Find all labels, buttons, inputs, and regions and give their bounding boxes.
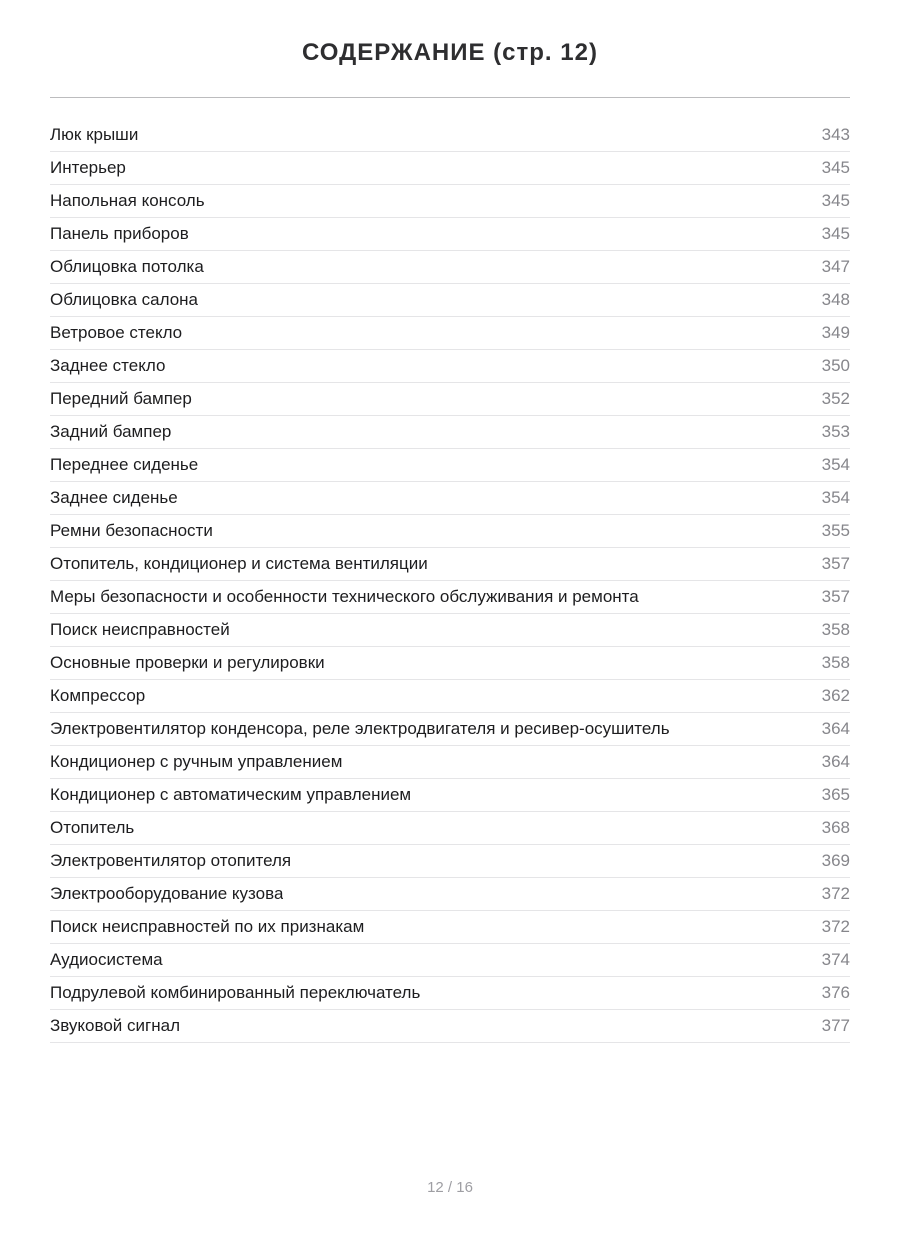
- toc-row: [50, 482, 850, 515]
- toc-entry-page-number: 352: [821, 389, 850, 408]
- toc-row: [50, 218, 850, 251]
- toc-entry-page-number: 374: [821, 950, 850, 969]
- toc-entry-title: Меры безопасности и особенности технического обслуживания и ремонта: [50, 587, 639, 606]
- toc-row: [50, 152, 850, 185]
- toc-entry-title: Поиск неисправностей по их признакам: [50, 917, 365, 936]
- toc-entry-title: Отопитель: [50, 818, 135, 837]
- toc-entry-page-number: 364: [821, 719, 850, 738]
- toc-entry-page-number: 358: [821, 653, 850, 672]
- toc-entry-page-number: 357: [821, 587, 850, 606]
- toc-row: [50, 185, 850, 218]
- toc-row: [50, 779, 850, 812]
- toc-row: [50, 515, 850, 548]
- toc-entry-title: Электровентилятор конденсора, реле электродвигателя и ресивер-осушитель: [50, 719, 670, 738]
- toc-entry-title: Электровентилятор отопителя: [50, 851, 292, 870]
- toc-entry-page-number: 349: [821, 323, 850, 342]
- toc-row: [50, 581, 850, 614]
- toc-entry-page-number: 372: [821, 917, 850, 936]
- toc-entry-page-number: 347: [821, 257, 850, 276]
- toc-row: [50, 647, 850, 680]
- toc-row: [50, 416, 850, 449]
- toc-entry-page-number: 357: [821, 554, 850, 573]
- toc-row: [50, 944, 850, 977]
- toc-row: [50, 911, 850, 944]
- toc-entry-page-number: 377: [821, 1016, 850, 1035]
- toc-row: [50, 284, 850, 317]
- toc-entry-title: Ветровое стекло: [50, 323, 183, 342]
- toc-entry-page-number: 353: [821, 422, 850, 441]
- toc-entry-page-number: 348: [821, 290, 850, 309]
- toc-row: [50, 812, 850, 845]
- toc-entry-title: Кондиционер с ручным управлением: [50, 752, 343, 771]
- toc-entry-page-number: 364: [821, 752, 850, 771]
- toc-entry-page-number: 354: [821, 455, 850, 474]
- toc-entry-title: Панель приборов: [50, 224, 189, 243]
- toc-entry-page-number: 345: [821, 158, 850, 177]
- toc-entry-title: Электрооборудование кузова: [50, 884, 284, 903]
- page-indicator: 12 / 16: [427, 1179, 473, 1196]
- toc-entry-title: Кондиционер с автоматическим управлением: [50, 785, 412, 804]
- toc-row: [50, 383, 850, 416]
- toc-entry-page-number: 350: [821, 356, 850, 375]
- toc-entry-title: Люк крыши: [50, 125, 139, 144]
- toc-entry-title: Передний бампер: [50, 389, 192, 408]
- toc-row: [50, 713, 850, 746]
- toc-row: [50, 680, 850, 713]
- toc-row: [50, 878, 850, 911]
- toc-entry-title: Заднее стекло: [50, 356, 166, 375]
- toc-list: [50, 119, 850, 1043]
- toc-entry-page-number: 343: [821, 125, 850, 144]
- toc-entry-page-number: 365: [821, 785, 850, 804]
- toc-entry-page-number: 368: [821, 818, 850, 837]
- toc-entry-page-number: 354: [821, 488, 850, 507]
- toc-entry-page-number: 369: [821, 851, 850, 870]
- toc-entry-page-number: 376: [821, 983, 850, 1002]
- toc-entry-page-number: 362: [821, 686, 850, 705]
- toc-entry-title: Звуковой сигнал: [50, 1016, 180, 1035]
- toc-entry-title: Поиск неисправностей: [50, 620, 230, 639]
- page-title: СОДЕРЖАНИЕ (стр. 12): [302, 39, 598, 66]
- toc-entry-title: Интерьер: [50, 158, 126, 177]
- toc-entry-title: Основные проверки и регулировки: [50, 653, 325, 672]
- toc-row: [50, 449, 850, 482]
- toc-row: [50, 350, 850, 383]
- toc-entry-page-number: 345: [821, 224, 850, 243]
- toc-row: [50, 1010, 850, 1043]
- toc-entry-title: Заднее сиденье: [50, 488, 178, 507]
- toc-entry-page-number: 372: [821, 884, 850, 903]
- toc-entry-title: Переднее сиденье: [50, 455, 199, 474]
- toc-row: [50, 845, 850, 878]
- toc-row: [50, 317, 850, 350]
- toc-entry-title: Отопитель, кондиционер и система вентиляции: [50, 554, 428, 573]
- toc-row: [50, 251, 850, 284]
- toc-row: [50, 119, 850, 152]
- toc-row: [50, 746, 850, 779]
- toc-row: [50, 614, 850, 647]
- toc-entry-title: Компрессор: [50, 686, 146, 705]
- toc-entry-title: Подрулевой комбинированный переключатель: [50, 983, 421, 1002]
- toc-entry-title: Аудиосистема: [50, 950, 163, 969]
- toc-page: [0, 38, 900, 1043]
- toc-entry-title: Облицовка потолка: [50, 257, 204, 276]
- header-divider: [50, 97, 850, 98]
- toc-row: [50, 977, 850, 1010]
- toc-entry-page-number: 355: [821, 521, 850, 540]
- toc-entry-title: Облицовка салона: [50, 290, 198, 309]
- toc-entry-page-number: 345: [821, 191, 850, 210]
- toc-entry-title: Задний бампер: [50, 422, 172, 441]
- toc-entry-page-number: 358: [821, 620, 850, 639]
- toc-row: [50, 548, 850, 581]
- toc-entry-title: Ремни безопасности: [50, 521, 213, 540]
- toc-entry-title: Напольная консоль: [50, 191, 205, 210]
